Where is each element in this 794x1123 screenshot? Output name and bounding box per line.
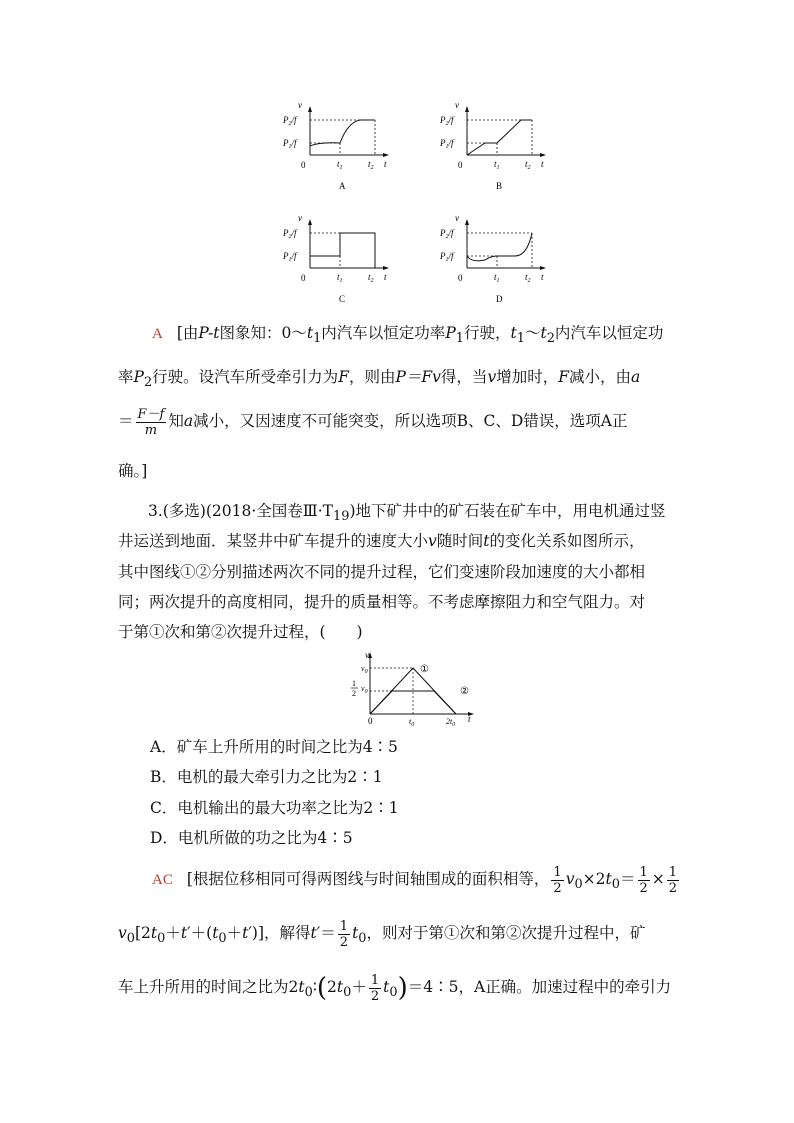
- q3-line-2: [118, 530, 678, 552]
- graph-b: [439, 100, 546, 191]
- text: 3.(多选)(2018·全国卷Ⅲ·T: [148, 502, 334, 520]
- text: 随时间: [436, 532, 484, 550]
- math: t: [212, 924, 219, 942]
- q3-graph-t0: $t_0$: [409, 717, 415, 728]
- math: P＝Fv: [395, 368, 441, 386]
- graph-c-v-label: v: [298, 213, 302, 223]
- math: t: [310, 924, 317, 942]
- text: ′＋(: [187, 924, 213, 942]
- math: F: [338, 368, 349, 386]
- frac-num: 1: [339, 918, 349, 934]
- graph-d: [439, 213, 546, 304]
- text: ～: [524, 324, 541, 342]
- graph-b-p1: $P_1/f$: [440, 138, 454, 150]
- graph-b-p2: $P_2/f$: [440, 115, 454, 127]
- graph-a-p1: $P_1/f$: [283, 138, 297, 150]
- q3-choice-d: D．电机所做的功之比为4∶5: [150, 829, 353, 847]
- text: ，则对于第①次和第②次提升过程中，矿: [366, 924, 646, 942]
- q3-graph-label-2: ②: [460, 686, 469, 697]
- graph-panel: [0, 80, 794, 400]
- math: P: [133, 368, 144, 386]
- graph-a-t2: $t_2$: [368, 159, 374, 171]
- graph-b-origin: 0: [458, 160, 463, 170]
- q3-graph-origin: 0: [368, 716, 373, 726]
- math-sub: 2: [143, 375, 153, 391]
- math-sub: 19: [333, 509, 350, 525]
- fraction: [667, 865, 679, 896]
- frac-den: 2: [668, 880, 678, 896]
- graph-c-p2: $P_2/f$: [283, 228, 297, 240]
- text: )地下矿井中的矿石装在矿车中，用电机通过竖: [349, 502, 666, 520]
- text: ∶: [312, 978, 317, 996]
- graph-c-name: C: [339, 294, 346, 304]
- math: a: [631, 368, 641, 386]
- text: 行驶。设汽车所受牵引力为: [152, 368, 339, 386]
- fraction: [369, 973, 381, 1004]
- graph-d-name: D: [496, 294, 503, 304]
- q3-graph-half-v0: $v_0$: [361, 684, 368, 695]
- math-sub: 0: [389, 985, 398, 1001]
- graph-b-t1: $t_1$: [494, 159, 500, 171]
- graph-a-v-label: v: [298, 100, 302, 110]
- text: 内汽车以恒定功率: [321, 324, 446, 342]
- text: 于第①次和第②次提升过程，( ): [118, 623, 363, 641]
- text: 的变化关系如图所示，: [489, 532, 645, 550]
- math: v: [487, 368, 497, 386]
- text: 其中图线①②分别描述两次不同的提升过程，它们变速阶段加速度的大小都相: [118, 563, 646, 581]
- q3-graph-t-label: t: [468, 714, 471, 724]
- math: v: [118, 924, 127, 942]
- text: ×2: [582, 870, 606, 888]
- math-sub: 2: [546, 331, 555, 347]
- frac-num: 1: [668, 864, 678, 880]
- frac-num: 1: [553, 864, 562, 880]
- q2-solution-line-2: [118, 366, 678, 394]
- text: ＋: [226, 924, 243, 942]
- q3-solution-line-1: [118, 864, 678, 900]
- q2-solution-line-1: [118, 322, 678, 350]
- text: 井运送到地面．某竖井中矿车提升的速度大小: [118, 532, 429, 550]
- text: 图象知：0～: [219, 324, 307, 342]
- graph-d-origin: 0: [458, 273, 463, 283]
- math: P-t: [198, 324, 220, 342]
- math: t: [510, 324, 517, 342]
- text: ′)]，解得: [248, 924, 311, 942]
- text: 行驶，: [463, 324, 511, 342]
- paren-open: (: [316, 973, 328, 1003]
- graph-a-p2: $P_2/f$: [283, 115, 297, 127]
- graph-c-origin: 0: [301, 273, 306, 283]
- paren-close: ): [397, 973, 408, 1003]
- text: ×: [651, 870, 665, 888]
- q3-graph-v0: $v_0$: [361, 664, 368, 675]
- q3-graph-half-den: 2: [352, 689, 356, 698]
- text: 减小，由: [568, 368, 631, 386]
- q3-graph-half-num: 1: [352, 679, 356, 688]
- graph-c-t2: $t_2$: [368, 272, 374, 284]
- text: 减小，又因速度不可能突变，所以选项B、C、D错误，选项A正: [193, 412, 628, 430]
- graph-a-name: A: [339, 181, 346, 191]
- text: ＝: [619, 870, 636, 888]
- math: F: [558, 368, 569, 386]
- math-sub: 0: [126, 931, 135, 947]
- text: 内汽车以恒定功: [554, 324, 664, 342]
- text: [由: [176, 324, 199, 342]
- graph-b-t2: $t_2$: [525, 159, 531, 171]
- frac-num: 1: [639, 864, 648, 880]
- graph-d-t2: $t_2$: [525, 272, 531, 284]
- text: ＋: [351, 978, 367, 996]
- text: ＝4∶5，A正确。加速过程中的牵引力: [407, 978, 672, 996]
- graph-c-t-label: t: [384, 272, 387, 282]
- text: 2: [327, 978, 337, 996]
- q2-solution-line-3: [118, 406, 678, 438]
- graph-d-p2: $P_2/f$: [440, 228, 454, 240]
- text: ，则由: [348, 368, 396, 386]
- text: 知: [168, 412, 184, 430]
- text: 车上升所用的时间之比为2: [118, 978, 299, 996]
- graph-a-t-label: t: [384, 159, 387, 169]
- graph-d-v-label: v: [455, 213, 459, 223]
- frac-den: 2: [370, 988, 380, 1004]
- q3-graph: [340, 648, 500, 728]
- text: 率: [118, 368, 134, 386]
- math: a: [183, 412, 194, 430]
- math-sub: 0: [304, 985, 313, 1001]
- graph-d-t-label: t: [541, 272, 544, 282]
- text: ＋: [165, 924, 181, 942]
- q3-line-4: [118, 591, 678, 613]
- q3-graph-v-label: v: [365, 650, 369, 660]
- math-sub: 0: [574, 877, 583, 893]
- math: v: [428, 532, 437, 550]
- q3-line-5: [118, 621, 678, 643]
- fraction: [338, 919, 350, 950]
- frac-den: 2: [339, 934, 349, 950]
- q3-answer: AC: [152, 872, 173, 888]
- math-sub: 0: [157, 931, 166, 947]
- math: t: [352, 924, 359, 942]
- graph-a: [282, 100, 389, 191]
- math: t: [180, 924, 188, 942]
- graph-c-t1: $t_1$: [337, 272, 343, 284]
- text: ＝: [118, 412, 134, 430]
- graph-b-t-label: t: [541, 159, 544, 169]
- frac-num: F－f: [137, 406, 165, 422]
- math: t: [540, 324, 547, 342]
- graph-d-p1: $P_1/f$: [440, 251, 454, 263]
- math-sub: 0: [343, 985, 352, 1001]
- graph-c: [282, 213, 389, 304]
- frac-den: 2: [553, 880, 562, 896]
- math: t: [605, 870, 612, 888]
- text: [根据位移相同可得两图线与时间轴围成的面积相等，: [186, 870, 550, 888]
- fraction: [551, 865, 563, 896]
- graph-a-origin: 0: [301, 160, 306, 170]
- q2-solution-line-4: [118, 460, 678, 482]
- q2-answer: A: [152, 326, 163, 342]
- math-sub: 1: [455, 331, 464, 347]
- text: ′＝: [316, 924, 336, 942]
- math-sub: 0: [611, 877, 620, 893]
- q3-choice-c: C．电机输出的最大功率之比为2∶1: [150, 799, 399, 817]
- math: t: [483, 532, 490, 550]
- q3-line-1: [148, 500, 708, 528]
- frac-den: m: [144, 422, 158, 438]
- math: t: [298, 978, 305, 996]
- q3-choice-b: B．电机的最大牵引力之比为2∶1: [150, 768, 383, 786]
- math: v: [565, 870, 575, 888]
- graph-d-t1: $t_1$: [494, 272, 500, 284]
- math-sub: 0: [358, 931, 367, 947]
- math: t: [306, 324, 314, 342]
- q3-choice-a: A．矿车上升所用的时间之比为4∶5: [150, 738, 398, 756]
- text: 同；两次提升的高度相同，提升的质量相等。不考虑摩擦阻力和空气阻力。对: [118, 593, 646, 611]
- fraction: [638, 865, 650, 896]
- math: t: [336, 978, 344, 996]
- q3-line-3: [118, 561, 678, 583]
- math: t: [242, 924, 249, 942]
- q3-solution-line-2: [118, 918, 678, 954]
- q3-graph-label-1: ①: [420, 664, 429, 675]
- math-sub: 0: [218, 931, 227, 947]
- math-sub: 1: [516, 331, 525, 347]
- text: 确。]: [118, 462, 148, 480]
- frac-den: 2: [639, 880, 648, 896]
- math: P: [445, 324, 456, 342]
- q3-curve-2: [370, 691, 456, 714]
- text: 增加时，: [496, 368, 559, 386]
- fraction: [136, 407, 167, 438]
- math: t: [150, 924, 158, 942]
- math-sub: 1: [313, 331, 322, 347]
- graph-b-name: B: [496, 181, 503, 191]
- q3-graph-2t0: $2t_0$: [446, 717, 456, 728]
- graph-a-t1: $t_1$: [337, 159, 343, 171]
- graph-b-v-label: v: [455, 100, 459, 110]
- graph-c-p1: $P_1/f$: [283, 251, 297, 263]
- frac-num: 1: [370, 972, 380, 988]
- math: t: [383, 978, 390, 996]
- q3-solution-line-3: [118, 972, 678, 1008]
- text: [2: [134, 924, 151, 942]
- text: 得，当: [440, 368, 488, 386]
